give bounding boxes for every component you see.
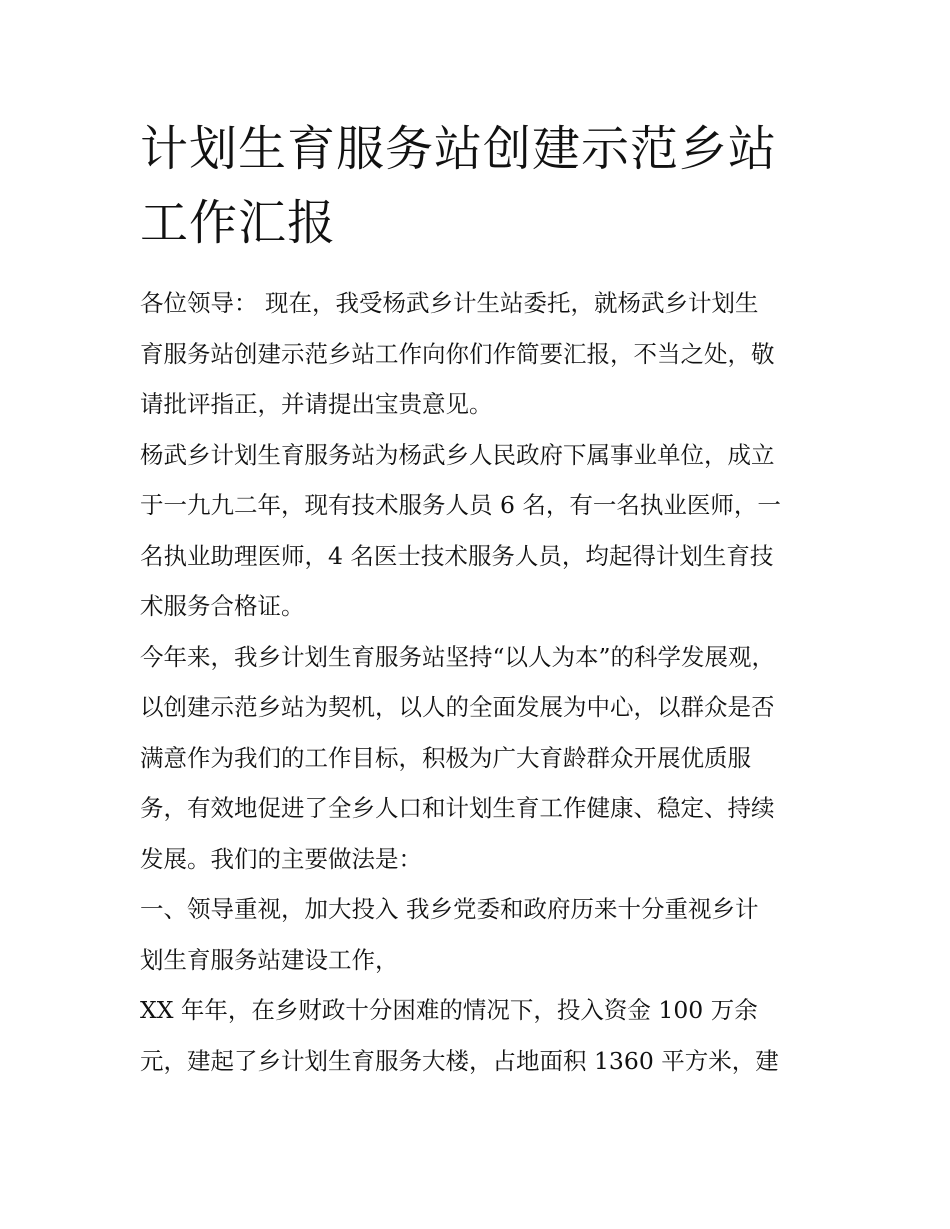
paragraph-section-one xyxy=(140,884,820,985)
text-line: 于一九九二年，现有技术服务人员 6 名，有一名执业医师，一 xyxy=(140,491,781,519)
title-line: 计划生育服务站创建示范乡站 xyxy=(140,121,778,177)
paragraph-investment xyxy=(140,985,820,1086)
paragraph-station-intro xyxy=(140,430,820,632)
paragraph-greeting xyxy=(140,278,820,430)
document-title xyxy=(140,112,820,260)
paragraph-overview xyxy=(140,632,820,885)
text-line: 满意作为我们的工作目标，积极为广大育龄群众开展优质服 xyxy=(140,743,751,772)
text-line: 杨武乡计划生育服务站为杨武乡人民政府下属事业单位，成立 xyxy=(140,440,775,469)
text-line: 今年来，我乡计划生育服务站坚持“以人为本”的科学发展观， xyxy=(140,642,776,671)
text-line: 一、领导重视，加大投入 我乡党委和政府历来十分重视乡计 xyxy=(140,895,759,923)
title-line: 工作汇报 xyxy=(140,195,337,251)
text-line: 务，有效地促进了全乡人口和计划生育工作健康、稳定、持续 xyxy=(140,794,775,822)
text-line: 元，建起了乡计划生育服务大楼，占地面积 1360 平方米，建 xyxy=(140,1046,779,1075)
text-line: 术服务合格证。 xyxy=(140,592,305,620)
text-line: 划生育服务站建设工作， xyxy=(140,945,399,974)
text-line: 各位领导： 现在，我受杨武乡计生站委托，就杨武乡计划生 xyxy=(140,289,759,317)
text-line: 以创建示范乡站为契机，以人的全面发展为中心，以群众是否 xyxy=(140,693,775,721)
text-line: XX 年年，在乡财政十分困难的情况下，投入资金 100 万余 xyxy=(140,996,758,1024)
text-line: 发展。我们的主要做法是： xyxy=(140,844,422,873)
text-line: 名执业助理医师，4 名医士技术服务人员，均起得计划生育技 xyxy=(140,541,774,570)
text-line: 请批评指正，并请提出宝贵意见。 xyxy=(140,390,493,418)
document-body xyxy=(140,278,820,1086)
text-line: 育服务站创建示范乡站工作向你们作简要汇报，不当之处，敬 xyxy=(140,339,775,368)
